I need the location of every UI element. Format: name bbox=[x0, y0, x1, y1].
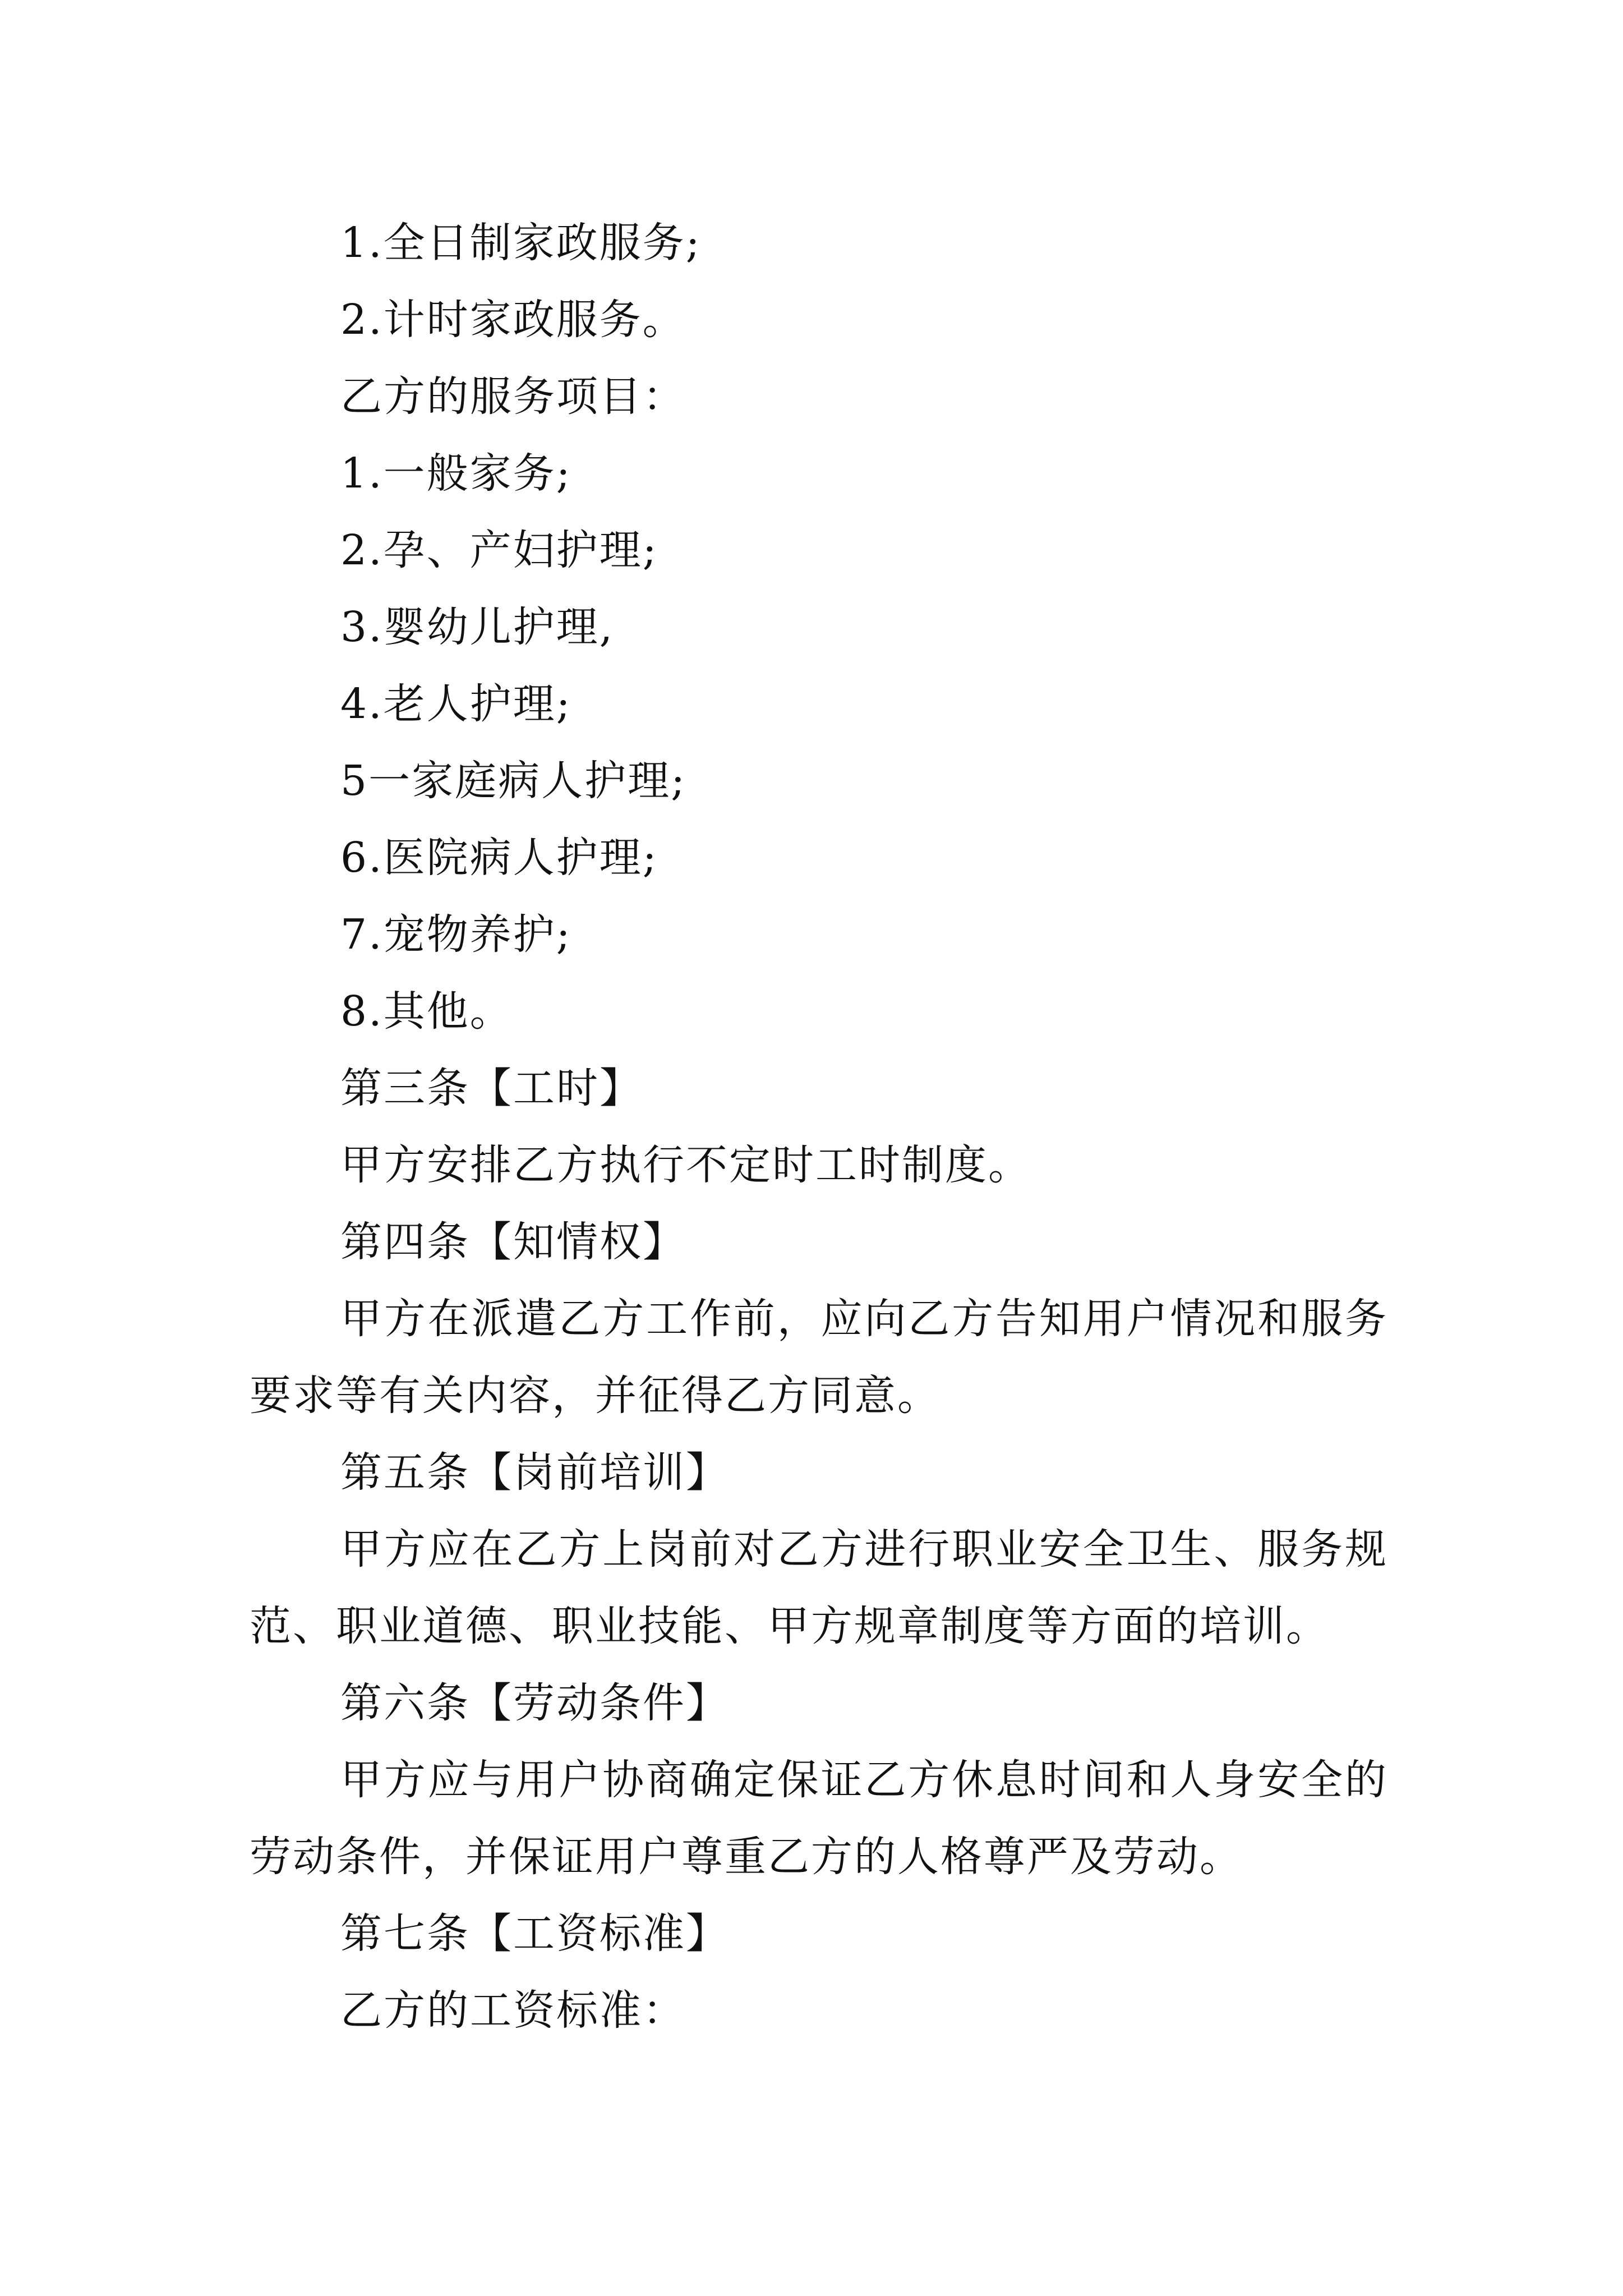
list-item: 2.计时家政服务。 bbox=[340, 296, 686, 344]
section-heading: 第四条【知情权】 bbox=[340, 1218, 686, 1266]
section-heading: 第三条【工时】 bbox=[340, 1064, 643, 1112]
section-heading: 第七条【工资标准】 bbox=[340, 1910, 729, 1958]
list-item: 3.婴幼儿护理, bbox=[340, 603, 615, 651]
paragraph: 乙方的工资标准： bbox=[340, 1986, 686, 2035]
list-item: 7.宠物养护; bbox=[340, 910, 572, 959]
list-item: 2.孕、产妇护理; bbox=[340, 526, 658, 574]
list-item: 6.医院病人护理; bbox=[340, 834, 658, 882]
section-heading: 第五条【岗前培训】 bbox=[340, 1448, 729, 1497]
list-item: 5一家庭病人护理; bbox=[340, 757, 687, 805]
paragraph: 甲方安排乙方执行不定时工时制度。 bbox=[340, 1141, 1031, 1189]
section-heading: 第六条【劳动条件】 bbox=[340, 1679, 729, 1727]
paragraph: 甲方应在乙方上岗前对乙方进行职业安全卫生、服务规范、职业道德、职业技能、甲方规章制度等方面的培训。 bbox=[250, 1525, 1388, 1650]
list-item: 4.老人护理; bbox=[340, 680, 572, 728]
list-item: 8.其他。 bbox=[340, 987, 513, 1036]
list-item: 1.全日制家政服务; bbox=[340, 219, 702, 267]
paragraph: 甲方应与用户协商确定保证乙方休息时间和人身安全的劳动条件，并保证用户尊重乙方的人格尊严及劳动。 bbox=[250, 1756, 1388, 1881]
document-body bbox=[250, 205, 1388, 2049]
list-item: 1.一般家务; bbox=[340, 449, 572, 498]
paragraph: 甲方在派遣乙方工作前，应向乙方告知用户情况和服务要求等有关内容，并征得乙方同意。 bbox=[250, 1295, 1388, 1420]
paragraph: 乙方的服务项目： bbox=[340, 372, 686, 421]
